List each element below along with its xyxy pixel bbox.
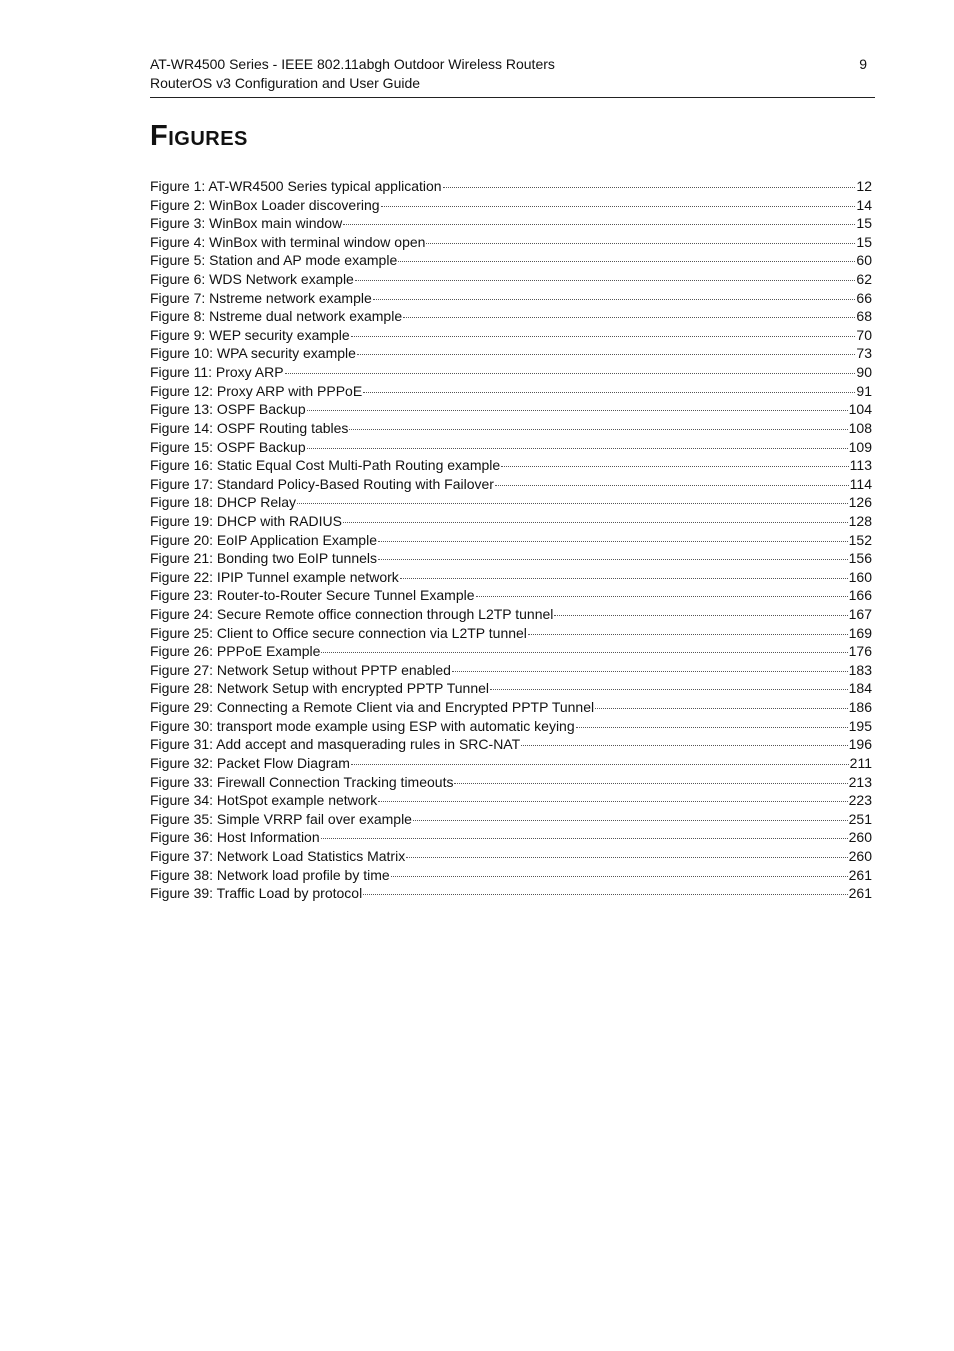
figure-entry[interactable] [150,606,872,625]
figure-entry-page-number: 68 [856,308,872,325]
page-title-initial: F [150,120,169,152]
dot-leader [285,373,856,374]
dot-leader [378,801,847,802]
figure-entry-page-number: 176 [848,643,872,660]
dot-leader [490,689,848,690]
figure-entry-label: Figure 28: Network Setup with encrypted PPTP Tunnel [150,680,490,697]
figure-entry[interactable] [150,550,872,569]
figure-entry-page-number: 60 [856,252,872,269]
figure-entry-page-number: 62 [856,271,872,288]
figure-entry[interactable] [150,718,872,737]
dot-leader [476,596,848,597]
page-title [150,120,248,153]
figure-entry-page-number: 261 [848,866,872,883]
figure-entry-page-number: 169 [848,624,872,641]
dot-leader [381,206,856,207]
dot-leader [343,522,848,523]
dot-leader [413,820,848,821]
dot-leader [351,764,849,765]
figure-entry[interactable] [150,885,872,904]
dot-leader [554,615,847,616]
dot-leader [406,857,847,858]
figure-entry-label: Figure 29: Connecting a Remote Client via and Encrypted PPTP Tunnel [150,699,595,716]
figure-entry[interactable] [150,271,872,290]
figure-entry[interactable] [150,494,872,513]
figure-entry-page-number: 108 [848,419,872,436]
figure-entry-page-number: 73 [856,345,872,362]
dot-leader [355,280,856,281]
figure-entry-page-number: 152 [848,531,872,548]
list-of-figures [150,178,872,904]
figure-entry-label: Figure 7: Nstreme network example [150,289,372,306]
dot-leader [400,578,848,579]
figure-entry[interactable] [150,513,872,532]
page-number: 9 [859,56,867,72]
page-title-rest: IGURES [168,128,248,150]
dot-leader [321,838,848,839]
figure-entry-page-number: 66 [856,289,872,306]
figure-entry[interactable] [150,234,872,253]
dot-leader [373,299,856,300]
figure-entry-label: Figure 20: EoIP Application Example [150,531,377,548]
figure-entry-label: Figure 18: DHCP Relay [150,494,297,511]
dot-leader [443,187,856,188]
figure-entry-label: Figure 3: WinBox main window [150,215,343,232]
figure-entry[interactable] [150,569,872,588]
figure-entry-label: Figure 31: Add accept and masquerading rules in SRC-NAT [150,736,521,753]
figure-entry-label: Figure 6: WDS Network example [150,271,354,288]
figure-entry[interactable] [150,252,872,271]
figure-entry-page-number: 261 [848,885,872,902]
figure-entry[interactable] [150,439,872,458]
figure-entry[interactable] [150,178,872,197]
dot-leader [576,727,848,728]
figure-entry-label: Figure 11: Proxy ARP [150,364,284,381]
dot-leader [391,876,848,877]
figure-entry-page-number: 184 [848,680,872,697]
dot-leader [378,541,848,542]
figure-entry-label: Figure 17: Standard Policy-Based Routing with Failover [150,475,494,492]
figure-entry-label: Figure 24: Secure Remote office connection through L2TP tunnel [150,606,554,623]
figure-entry-page-number: 15 [856,233,872,250]
figure-entry-page-number: 195 [848,717,872,734]
figure-entry-page-number: 260 [848,829,872,846]
dot-leader [297,503,848,504]
dot-leader [321,652,847,653]
figure-entry-label: Figure 19: DHCP with RADIUS [150,512,342,529]
dot-leader [357,354,855,355]
figure-entry-label: Figure 37: Network Load Statistics Matrix [150,847,406,864]
figure-entry[interactable] [150,848,872,867]
figure-entry-label: Figure 36: Host Information [150,829,320,846]
dot-leader [595,708,848,709]
figure-entry-label: Figure 30: transport mode example using ESP with automatic keying [150,717,575,734]
figure-entry-label: Figure 12: Proxy ARP with PPPoE [150,382,363,399]
dot-leader [454,783,847,784]
dot-leader [528,634,848,635]
dot-leader [398,261,855,262]
figure-entry-label: Figure 8: Nstreme dual network example [150,308,403,325]
figure-entry[interactable] [150,829,872,848]
figure-entry-label: Figure 33: Firewall Connection Tracking timeouts [150,773,454,790]
figure-entry-page-number: 186 [848,699,872,716]
figure-entry[interactable] [150,662,872,681]
figure-entry[interactable] [150,625,872,644]
figure-entry-page-number: 12 [856,178,872,194]
dot-leader [307,448,848,449]
figure-entry[interactable] [150,792,872,811]
figure-entry-page-number: 104 [848,401,872,418]
figure-entry-page-number: 167 [848,606,872,623]
figure-entry-label: Figure 35: Simple VRRP fail over example [150,810,412,827]
figure-entry-label: Figure 4: WinBox with terminal window open [150,233,426,250]
dot-leader [521,745,847,746]
figure-entry-label: Figure 14: OSPF Routing tables [150,419,349,436]
figure-entry-label: Figure 32: Packet Flow Diagram [150,754,350,771]
figure-entry[interactable] [150,774,872,793]
figure-entry[interactable] [150,383,872,402]
figure-entry-page-number: 113 [849,457,872,474]
dot-leader [495,485,849,486]
figure-entry[interactable] [150,308,872,327]
figure-entry-page-number: 156 [848,550,872,567]
figure-entry[interactable] [150,401,872,420]
figure-entry-label: Figure 10: WPA security example [150,345,356,362]
figure-entry-label: Figure 26: PPPoE Example [150,643,321,660]
figure-entry-page-number: 70 [856,326,872,343]
dot-leader [403,317,855,318]
figure-entry[interactable] [150,197,872,216]
dot-leader [501,466,849,467]
figure-entry-page-number: 160 [848,568,872,585]
figure-entry-page-number: 223 [848,792,872,809]
figure-entry-page-number: 109 [848,438,872,455]
dot-leader [452,671,848,672]
figure-entry-page-number: 260 [848,847,872,864]
figure-entry-label: Figure 23: Router-to-Router Secure Tunnel Example [150,587,475,604]
figure-entry-label: Figure 21: Bonding two EoIP tunnels [150,550,378,567]
figure-entry-label: Figure 34: HotSpot example network [150,792,378,809]
figure-entry[interactable] [150,811,872,830]
figure-entry-page-number: 196 [848,736,872,753]
figure-entry-label: Figure 16: Static Equal Cost Multi-Path Routing example [150,457,501,474]
figure-entry[interactable] [150,345,872,364]
figure-entry[interactable] [150,587,872,606]
dot-leader [307,410,848,411]
figure-entry-label: Figure 5: Station and AP mode example [150,252,398,269]
figure-entry-page-number: 14 [856,196,872,213]
figure-entry-label: Figure 9: WEP security example [150,326,350,343]
figure-entry[interactable] [150,476,872,495]
dot-leader [349,429,847,430]
figure-entry-label: Figure 38: Network load profile by time [150,866,390,883]
dot-leader [351,336,856,337]
dot-leader [363,392,855,393]
dot-leader [363,894,847,895]
figure-entry[interactable] [150,290,872,309]
figure-entry[interactable] [150,643,872,662]
figure-entry[interactable] [150,364,872,383]
figure-entry-page-number: 213 [848,773,872,790]
figure-entry-label: Figure 27: Network Setup without PPTP enabled [150,661,451,678]
figure-entry-label: Figure 15: OSPF Backup [150,438,306,455]
figure-entry[interactable] [150,215,872,234]
dot-leader [426,243,855,244]
figure-entry[interactable] [150,736,872,755]
figure-entry[interactable] [150,532,872,551]
figure-entry-page-number: 251 [848,810,872,827]
figure-entry[interactable] [150,457,872,476]
figure-entry[interactable] [150,680,872,699]
figure-entry-page-number: 15 [856,215,872,232]
figure-entry-page-number: 90 [856,364,872,381]
figure-entry-page-number: 211 [849,754,872,771]
figure-entry[interactable] [150,867,872,886]
figure-entry-page-number: 114 [849,475,872,492]
dot-leader [343,224,855,225]
figure-entry[interactable] [150,755,872,774]
figure-entry[interactable] [150,420,872,439]
figure-entry[interactable] [150,699,872,718]
figure-entry-page-number: 91 [856,382,872,399]
figure-entry-label: Figure 13: OSPF Backup [150,401,306,418]
figure-entry-label: Figure 2: WinBox Loader discovering [150,196,380,213]
figure-entry-page-number: 183 [848,661,872,678]
figure-entry[interactable] [150,327,872,346]
figure-entry-page-number: 128 [848,512,872,529]
figure-entry-label: Figure 22: IPIP Tunnel example network [150,568,399,585]
figure-entry-label: Figure 1: AT-WR4500 Series typical application [150,178,442,194]
figure-entry-label: Figure 39: Traffic Load by protocol [150,885,363,902]
figure-entry-page-number: 126 [848,494,872,511]
figure-entry-label: Figure 25: Client to Office secure connection via L2TP tunnel [150,624,527,641]
header-product-title: AT-WR4500 Series - IEEE 802.11abgh Outdoor Wireless Routers [150,56,555,72]
figure-entry-page-number: 166 [848,587,872,604]
dot-leader [378,559,848,560]
running-header [150,55,875,98]
header-guide-title: RouterOS v3 Configuration and User Guide [150,75,421,91]
